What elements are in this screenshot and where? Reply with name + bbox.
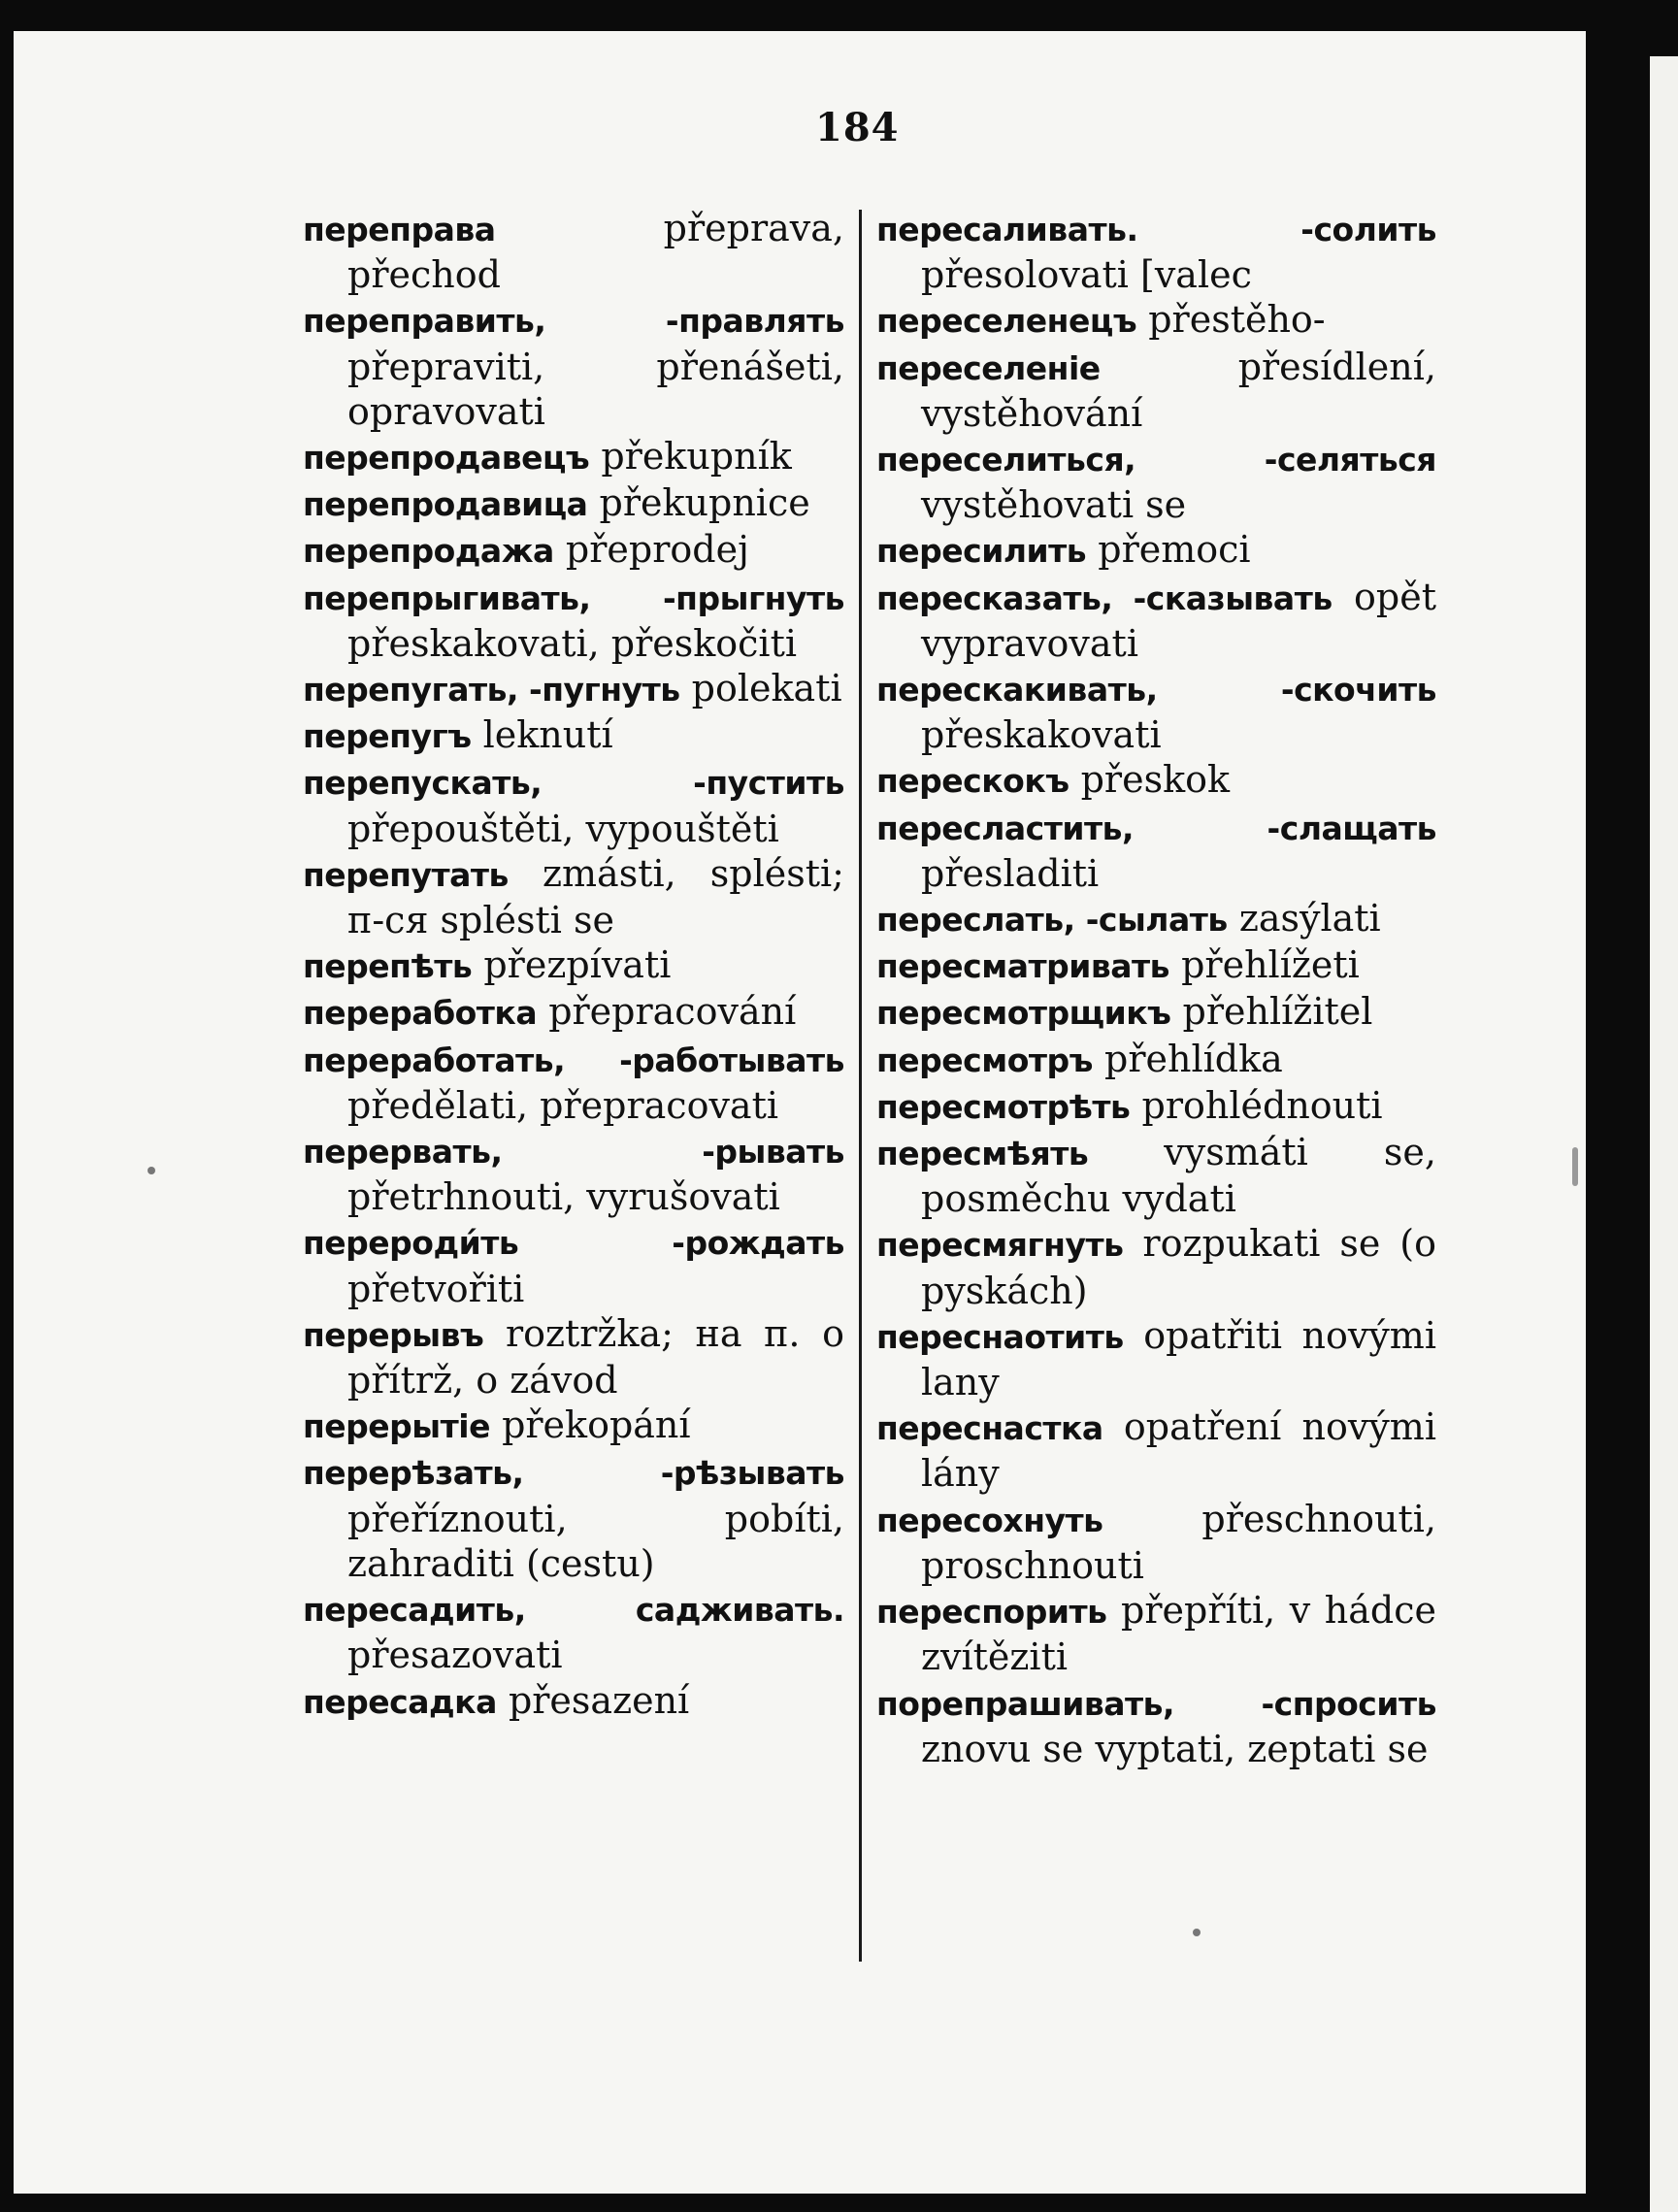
dictionary-entry bbox=[876, 1221, 1436, 1312]
translation: znovu se vyptati, zeptati se bbox=[921, 1727, 1429, 1770]
translation: přestěho- bbox=[1148, 298, 1326, 342]
translation: zmásti, splésti; п-ся splésti se bbox=[347, 851, 844, 942]
page-number: 184 bbox=[815, 105, 900, 150]
translation: leknutí bbox=[482, 713, 613, 757]
translation: přepracování bbox=[548, 990, 797, 1034]
translation: přeprodej bbox=[565, 528, 749, 572]
dictionary-entry bbox=[876, 1083, 1436, 1130]
dictionary-entry bbox=[303, 1586, 844, 1677]
dictionary-entry bbox=[876, 1588, 1436, 1679]
headword: перепутать bbox=[303, 855, 509, 894]
translation: přesazení bbox=[508, 1678, 690, 1722]
right-column bbox=[876, 206, 1436, 1771]
dictionary-entry bbox=[303, 1449, 844, 1586]
dictionary-entry bbox=[876, 1404, 1436, 1496]
headword: перескокъ bbox=[876, 762, 1069, 801]
translation: opatření novými lány bbox=[921, 1405, 1436, 1496]
dictionary-entry bbox=[876, 575, 1436, 666]
headword: пересаливать. -солить bbox=[876, 211, 1436, 248]
translation: překupnice bbox=[599, 481, 810, 525]
dictionary-entry bbox=[303, 1128, 844, 1219]
translation: předělati, přepracovati bbox=[347, 1083, 779, 1127]
translation: přeprava, přechod bbox=[347, 207, 844, 297]
headword: перепрыгивать, -прыгнуть bbox=[303, 578, 844, 617]
headword: перепродажа bbox=[303, 532, 554, 571]
translation: opatřiti novými lany bbox=[921, 1313, 1436, 1404]
headword: переснаотить bbox=[876, 1317, 1124, 1356]
translation: přezpívati bbox=[483, 943, 672, 987]
headword: пересмотръ bbox=[876, 1040, 1093, 1079]
translation: zasýlati bbox=[1238, 897, 1381, 941]
headword: перерытіе bbox=[303, 1407, 490, 1446]
dictionary-entry bbox=[303, 989, 844, 1036]
translation: prohlédnouti bbox=[1141, 1083, 1383, 1127]
dictionary-entry bbox=[876, 805, 1436, 896]
dictionary-entry bbox=[876, 436, 1436, 527]
headword: перепродавица bbox=[303, 485, 588, 524]
dictionary-entry bbox=[876, 989, 1436, 1036]
headword: перепугъ bbox=[303, 717, 472, 756]
translation: přeříznouti, pobíti, zahraditi (cestu) bbox=[347, 1497, 844, 1585]
translation: polekati bbox=[691, 667, 842, 710]
dictionary-entry bbox=[876, 1313, 1436, 1404]
headword: перепускать, -пустить bbox=[303, 764, 844, 803]
dictionary-entry bbox=[876, 297, 1436, 344]
dictionary-entry bbox=[876, 896, 1436, 942]
headword: переработка bbox=[303, 994, 538, 1033]
dictionary-entry bbox=[876, 1497, 1436, 1588]
translation: přemoci bbox=[1098, 528, 1251, 572]
headword: переснастка bbox=[876, 1409, 1103, 1448]
headword: перепѣть bbox=[303, 947, 473, 986]
headword: пересмѣять bbox=[876, 1135, 1089, 1173]
dictionary-entry bbox=[303, 1403, 844, 1449]
headword: перепродавецъ bbox=[303, 439, 590, 478]
dictionary-entry bbox=[303, 666, 844, 712]
headword: переправить, -правлять bbox=[303, 302, 844, 341]
dictionary-entry bbox=[303, 527, 844, 574]
translation: přeskakovati, přeskočiti bbox=[347, 621, 798, 665]
headword: переспорить bbox=[876, 1593, 1107, 1632]
headword: переправа bbox=[303, 211, 496, 248]
headword: переселиться, -селяться bbox=[876, 441, 1436, 479]
dictionary-entry bbox=[303, 712, 844, 759]
headword: перепугать, -пугнуть bbox=[303, 671, 680, 710]
translation: přehlídka bbox=[1104, 1037, 1283, 1080]
headword: перерѣзать, -рѣзывать bbox=[303, 1454, 844, 1493]
dictionary-entry bbox=[303, 206, 844, 297]
headword: переслать, -сылать bbox=[876, 901, 1228, 940]
headword: порепрашивать, -спросить bbox=[876, 1684, 1436, 1723]
translation: přepříti, v hádce zvítěziti bbox=[921, 1589, 1436, 1679]
translation: rozpukati se (o pyskách) bbox=[921, 1222, 1436, 1312]
dictionary-entry bbox=[303, 942, 844, 989]
translation: překupník bbox=[601, 435, 792, 479]
adjacent-page-edge bbox=[1650, 56, 1678, 2212]
translation: přetvořiti bbox=[347, 1267, 525, 1310]
headword: перерывъ bbox=[303, 1315, 484, 1354]
paper-edge-mark bbox=[1572, 1147, 1578, 1186]
dictionary-entry bbox=[876, 942, 1436, 989]
headword: пересказать, -сказывать bbox=[876, 578, 1333, 617]
translation: vysmáti se, posměchu vydati bbox=[921, 1131, 1436, 1221]
headword: пересластить, -слащать bbox=[876, 809, 1436, 847]
dictionary-entry bbox=[876, 1037, 1436, 1083]
translation: přesazovati bbox=[347, 1634, 563, 1677]
translation: přepouštěti, vypouštěti bbox=[347, 807, 779, 850]
dictionary-entry bbox=[876, 527, 1436, 574]
translation: přesladiti bbox=[921, 851, 1100, 895]
paper-speck bbox=[148, 1167, 155, 1174]
dictionary-entry bbox=[876, 757, 1436, 804]
headword: пересилить bbox=[876, 532, 1087, 571]
dictionary-entry bbox=[876, 345, 1436, 436]
translation: přehlížeti bbox=[1181, 943, 1360, 987]
translation: přeskakovati bbox=[921, 713, 1162, 757]
translation: roztržka; на п. o přítrž, o závod bbox=[347, 1311, 844, 1403]
dictionary-entry bbox=[876, 1680, 1436, 1771]
dictionary-entry bbox=[303, 851, 844, 942]
paper-speck bbox=[1193, 1929, 1201, 1936]
headword: пересмягнуть bbox=[876, 1226, 1124, 1265]
dictionary-entry bbox=[303, 297, 844, 434]
dictionary-entry bbox=[303, 1037, 844, 1128]
dictionary-entry bbox=[303, 1219, 844, 1310]
headword: пересмотрѣть bbox=[876, 1087, 1131, 1126]
translation: přesídlení, vystěhování bbox=[921, 345, 1436, 435]
headword: перескакивать, -скочить bbox=[876, 671, 1436, 710]
headword: пересохнуть bbox=[876, 1501, 1103, 1539]
translation: překopání bbox=[502, 1403, 691, 1447]
headword: пересадка bbox=[303, 1682, 497, 1721]
dictionary-entry bbox=[876, 666, 1436, 757]
translation: opět vypravovati bbox=[921, 575, 1436, 665]
translation: vystěhovati se bbox=[921, 483, 1187, 527]
dictionary-entry bbox=[303, 759, 844, 850]
translation: přehlížitel bbox=[1182, 990, 1373, 1034]
headword: перервать, -рывать bbox=[303, 1133, 844, 1172]
dictionary-entry bbox=[303, 1678, 844, 1725]
dictionary-entry bbox=[303, 575, 844, 666]
dictionary-entry bbox=[303, 434, 844, 480]
headword: перероди́ть -рождать bbox=[303, 1224, 844, 1263]
headword: переработать, -работывать bbox=[303, 1040, 844, 1079]
translation: přesolovati [valec bbox=[921, 253, 1252, 297]
translation: přepraviti, přenášeti, opravovati bbox=[347, 345, 844, 433]
headword: переселенецъ bbox=[876, 302, 1137, 341]
dictionary-entry bbox=[303, 480, 844, 527]
dictionary-entry bbox=[876, 206, 1436, 297]
headword: пересадить, садживать. bbox=[303, 1591, 844, 1630]
column-divider bbox=[859, 210, 862, 1962]
translation: přeschnouti, proschnouti bbox=[921, 1497, 1436, 1587]
translation: přeskok bbox=[1080, 758, 1231, 802]
headword: переселеніе bbox=[876, 348, 1101, 387]
dictionary-entry bbox=[876, 1130, 1436, 1221]
headword: пересматривать bbox=[876, 947, 1170, 986]
left-column bbox=[303, 206, 844, 1725]
headword: пересмотрщикъ bbox=[876, 994, 1171, 1033]
dictionary-entry bbox=[303, 1311, 844, 1403]
translation: přetrhnouti, vyrušovati bbox=[347, 1175, 780, 1219]
